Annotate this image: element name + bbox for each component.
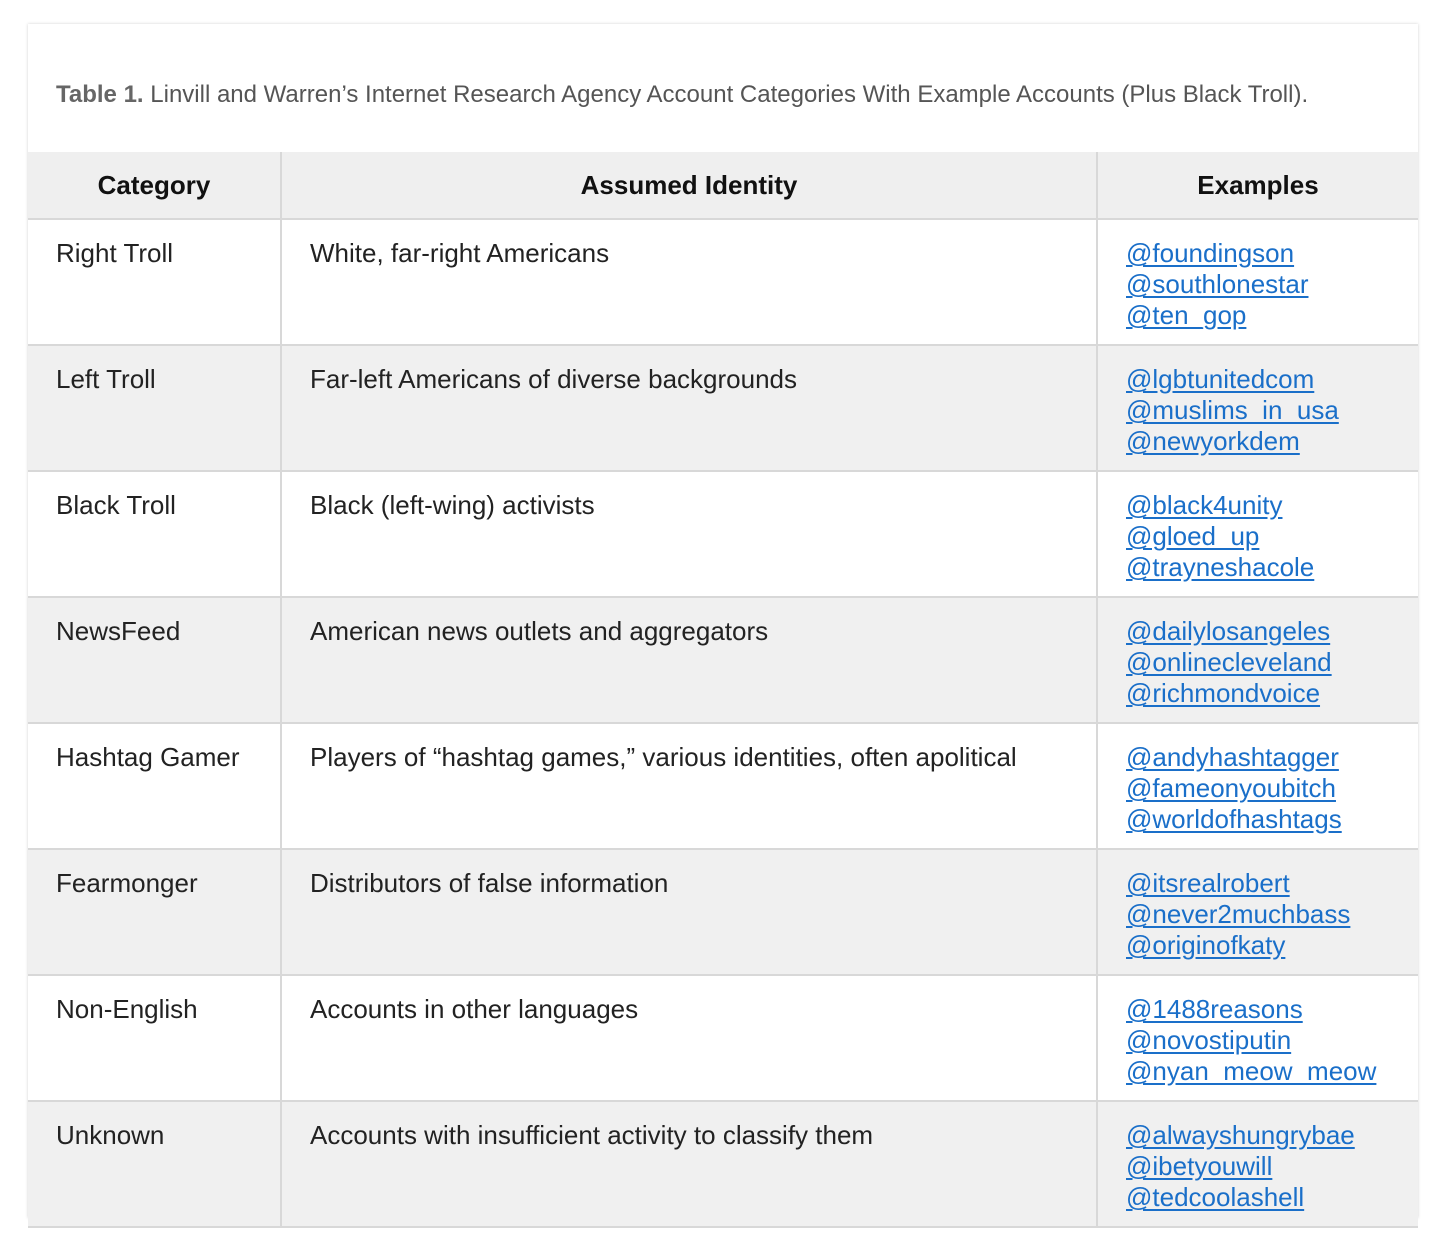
caption-text: Linvill and Warren’s Internet Research Agency Account Categories With Example Accounts (Plus Black Troll). (150, 81, 1309, 108)
category-cell: NewsFeed (28, 597, 281, 723)
assumed-identity-cell: Far-left Americans of diverse backgrounds (281, 345, 1097, 471)
example-account-link[interactable]: @worldofhashtags (1126, 804, 1342, 834)
example-account-link[interactable]: @ibetyouwill (1126, 1151, 1273, 1181)
category-cell: Unknown (28, 1101, 281, 1227)
examples-cell (1097, 975, 1418, 1101)
assumed-identity-cell: American news outlets and aggregators (281, 597, 1097, 723)
table-row (28, 1101, 1418, 1227)
table-row (28, 345, 1418, 471)
table-row (28, 723, 1418, 849)
examples-cell (1097, 723, 1418, 849)
example-account-link[interactable]: @tedcoolashell (1126, 1182, 1305, 1212)
caption-label: Table 1. (56, 81, 144, 108)
example-account-link[interactable]: @nyan_meow_meow (1126, 1056, 1377, 1086)
examples-cell (1097, 597, 1418, 723)
table-row (28, 849, 1418, 975)
example-account-link[interactable]: @never2muchbass (1126, 899, 1351, 929)
category-cell: Fearmonger (28, 849, 281, 975)
example-account-link[interactable]: @alwayshungrybae (1126, 1120, 1355, 1150)
category-cell: Black Troll (28, 471, 281, 597)
examples-cell (1097, 471, 1418, 597)
header-row (28, 152, 1418, 219)
table-caption (56, 80, 1396, 110)
example-account-link[interactable]: @lgbtunitedcom (1126, 364, 1315, 394)
example-account-link[interactable]: @southlonestar (1126, 269, 1309, 299)
example-account-link[interactable]: @onlinecleveland (1126, 647, 1332, 677)
table-row (28, 975, 1418, 1101)
example-account-link[interactable]: @gloed_up (1126, 521, 1260, 551)
example-account-link[interactable]: @novostiputin (1126, 1025, 1292, 1055)
examples-cell (1097, 849, 1418, 975)
category-cell: Non-English (28, 975, 281, 1101)
header-examples: Examples (1097, 152, 1418, 219)
table-body (28, 219, 1418, 1227)
header-assumed-identity: Assumed Identity (281, 152, 1097, 219)
example-account-link[interactable]: @itsrealrobert (1126, 868, 1290, 898)
assumed-identity-cell: Distributors of false information (281, 849, 1097, 975)
examples-cell (1097, 219, 1418, 345)
assumed-identity-cell: Players of “hashtag games,” various identities, often apolitical (281, 723, 1097, 849)
table-row (28, 219, 1418, 345)
header-category: Category (28, 152, 281, 219)
example-account-link[interactable]: @foundingson (1126, 238, 1295, 268)
example-account-link[interactable]: @1488reasons (1126, 994, 1303, 1024)
example-account-link[interactable]: @andyhashtagger (1126, 742, 1339, 772)
assumed-identity-cell: Black (left-wing) activists (281, 471, 1097, 597)
example-account-link[interactable]: @dailylosangeles (1126, 616, 1331, 646)
example-account-link[interactable]: @originofkaty (1126, 930, 1286, 960)
examples-cell (1097, 1101, 1418, 1227)
category-cell: Hashtag Gamer (28, 723, 281, 849)
example-account-link[interactable]: @black4unity (1126, 490, 1283, 520)
example-account-link[interactable]: @muslims_in_usa (1126, 395, 1339, 425)
assumed-identity-cell: White, far-right Americans (281, 219, 1097, 345)
table-row (28, 597, 1418, 723)
example-account-link[interactable]: @ten_gop (1126, 300, 1247, 330)
examples-cell (1097, 345, 1418, 471)
category-cell: Left Troll (28, 345, 281, 471)
example-account-link[interactable]: @trayneshacole (1126, 552, 1315, 582)
example-account-link[interactable]: @newyorkdem (1126, 426, 1300, 456)
table-card (28, 24, 1418, 1218)
table-row (28, 471, 1418, 597)
assumed-identity-cell: Accounts with insufficient activity to classify them (281, 1101, 1097, 1227)
example-account-link[interactable]: @richmondvoice (1126, 678, 1321, 708)
assumed-identity-cell: Accounts in other languages (281, 975, 1097, 1101)
category-cell: Right Troll (28, 219, 281, 345)
example-account-link[interactable]: @fameonyoubitch (1126, 773, 1336, 803)
account-categories-table (28, 152, 1418, 1228)
